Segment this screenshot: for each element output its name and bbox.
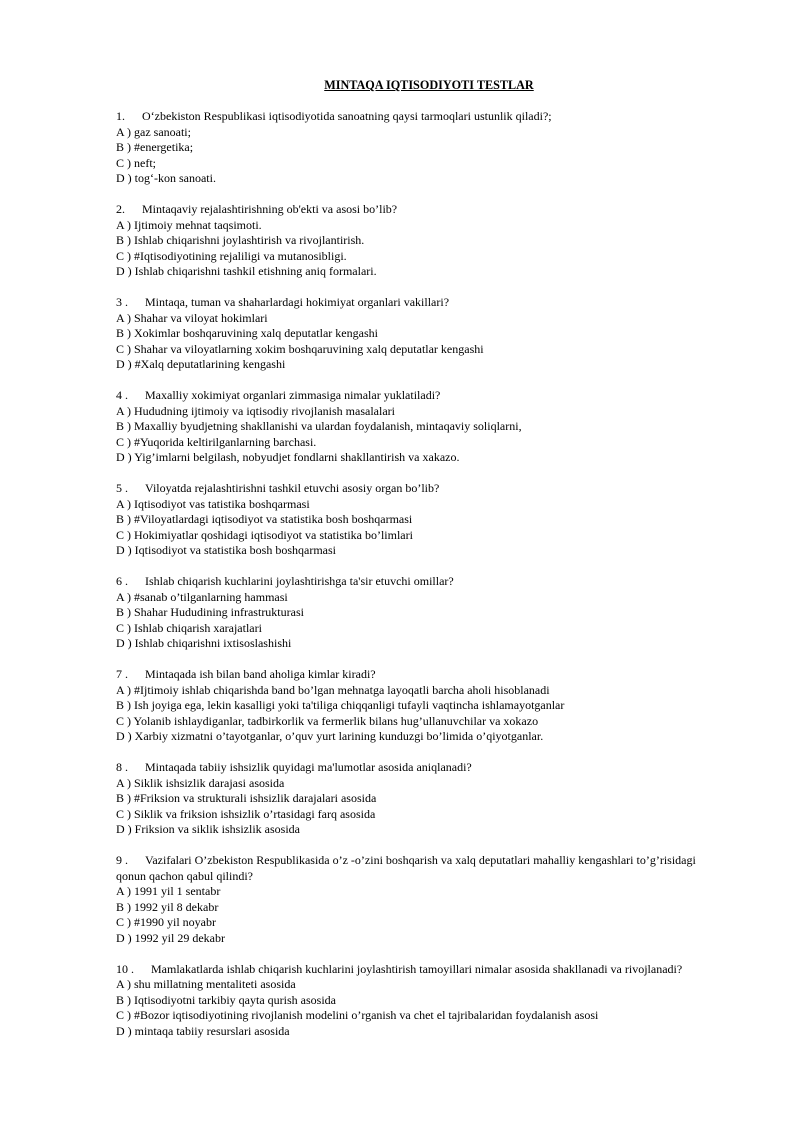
answer-option: D ) 1992 yil 29 dekabr <box>116 930 225 945</box>
answer-option: B ) Maxalliy byudjetning shakllanishi va ulardan foydalanish, mintaqaviy soliqlarni, <box>116 419 522 433</box>
answer-option: A ) Hududning ijtimoiy va iqtisodiy rivojlanish masalalari <box>116 403 395 418</box>
question-block <box>116 481 716 559</box>
answer-option: C ) #Bozor iqtisodiyotining rivojlanish modelini o’rganish va chet el tajribalaridan foydalanish asosi <box>116 1008 599 1022</box>
answer-option: D ) Friksion va siklik ishsizlik asosida <box>116 822 300 836</box>
answer-option: C ) Siklik va friksion ishsizlik o’rtasidagi farq asosida <box>116 806 376 821</box>
question-stem <box>116 202 716 218</box>
answer-option: B ) Xokimlar boshqaruvining xalq deputatlar kengashi <box>116 326 378 340</box>
answer-option: A ) Iqtisodiyot vas tatistika boshqarmasi <box>116 496 310 511</box>
answer-option: D ) #Xalq deputatlarining kengashi <box>116 357 286 371</box>
question-text: Mintaqa, tuman va shaharlardagi hokimiyat organlari vakillari? <box>145 295 450 309</box>
answer-option: C ) Yolanib ishlaydiganlar, tadbirkorlik va fermerlik bilans hug’ullanuvchilar va xokazo <box>116 713 539 728</box>
question-stem <box>116 962 716 978</box>
answer-option: B ) #energetika; <box>116 140 194 154</box>
question-block <box>116 295 716 373</box>
answer-option: C ) Shahar va viloyatlarning xokim boshqaruvining xalq deputatlar kengashi <box>116 341 484 356</box>
question-block <box>116 760 716 838</box>
question-number: 2. <box>116 202 125 216</box>
answer-option: A ) Shahar va viloyat hokimlari <box>116 310 268 325</box>
question-text: O‘zbekiston Respublikasi iqtisodiyotida sanoatning qaysi tarmoqlari ustunlik qiladi?; <box>142 109 552 123</box>
question-number: 9 . <box>116 853 128 867</box>
question-block <box>116 853 716 946</box>
question-block <box>116 962 716 1040</box>
answer-option: C ) #Yuqorida keltirilganlarning barchasi. <box>116 434 317 449</box>
answer-option: C ) neft; <box>116 155 156 170</box>
question-text: Maxalliy xokimiyat organlari zimmasiga nimalar yuklatiladi? <box>145 388 441 402</box>
answer-option: D ) Xarbiy xizmatni o’tayotganlar, o’quv yurt larining kunduzgi bo’limida o’qiyotganlar. <box>116 729 544 743</box>
question-block <box>116 202 716 280</box>
question-block <box>116 388 716 466</box>
question-number: 7 . <box>116 667 128 681</box>
answer-option: D ) Yig’imlarni belgilash, nobyudjet fondlarni shakllantirish va xakazo. <box>116 450 460 464</box>
question-stem <box>116 388 716 404</box>
answer-option: B ) Shahar Hududining infrastrukturasi <box>116 605 304 619</box>
question-stem <box>116 760 716 776</box>
answer-option: C ) #Iqtisodiyotining rejaliligi va mutanosibligi. <box>116 248 347 263</box>
answer-option: D ) Ishlab chiqarishni ixtisoslashishi <box>116 636 292 650</box>
question-text: Vazifalari O’zbekiston Respublikasida o’z -o’zini boshqarish va xalq deputatlari mahalliy kengashlari to’g’risidagi qonun qachon qabul qilindi? <box>116 853 696 883</box>
answer-option: A ) gaz sanoati; <box>116 124 191 139</box>
answer-option: B ) Ishlab chiqarishni joylashtirish va rivojlantirish. <box>116 233 365 247</box>
question-block <box>116 667 716 745</box>
question-stem <box>116 574 716 590</box>
question-number: 6 . <box>116 574 128 588</box>
question-block <box>116 574 716 652</box>
question-stem <box>116 853 716 884</box>
answer-option: A ) Siklik ishsizlik darajasi asosida <box>116 775 285 790</box>
answer-option: A ) #Ijtimoiy ishlab chiqarishda band bo’lgan mehnatga layoqatli barcha aholi hisoblanadi <box>116 682 550 697</box>
question-number: 3 . <box>116 295 128 309</box>
answer-option: D ) Iqtisodiyot va statistika bosh boshqarmasi <box>116 543 336 557</box>
answer-option: B ) Iqtisodiyotni tarkibiy qayta qurish asosida <box>116 992 336 1007</box>
answer-option: B ) #Viloyatlardagi iqtisodiyot va statistika bosh boshqarmasi <box>116 512 413 526</box>
answer-option: C ) Ishlab chiqarish xarajatlari <box>116 620 262 635</box>
document-title: MINTAQA IQTISODIYOTI TESTLAR <box>324 78 534 92</box>
question-text: Mamlakatlarda ishlab chiqarish kuchlarini joylashtirish tamoyillari nimalar asosida shakllanadi va rivojlanadi? <box>151 961 683 976</box>
question-number: 8 . <box>116 760 128 774</box>
question-text: Mintaqada ish bilan band aholiga kimlar kiradi? <box>145 667 376 681</box>
question-text: Viloyatda rejalashtirishni tashkil etuvchi asosiy organ bo’lib? <box>145 481 440 495</box>
question-list <box>116 109 716 1055</box>
question-number: 4 . <box>116 388 128 402</box>
answer-option: A ) shu millatning mentaliteti asosida <box>116 977 296 991</box>
question-stem <box>116 109 716 125</box>
question-number: 5 . <box>116 481 128 495</box>
question-text: Ishlab chiqarish kuchlarini joylashtirishga ta'sir etuvchi omillar? <box>145 574 454 588</box>
answer-option: C ) #1990 yil noyabr <box>116 915 216 929</box>
answer-option: B ) Ish joyiga ega, lekin kasalligi yoki ta'tiliga chiqqanligi tufayli vaqtincha ishlamayotganlar <box>116 698 565 712</box>
answer-option: B ) #Friksion va strukturali ishsizlik darajalari asosida <box>116 791 377 805</box>
answer-option: A ) Ijtimoiy mehnat taqsimoti. <box>116 217 262 232</box>
answer-option: D ) mintaqa tabiiy resurslari asosida <box>116 1023 290 1038</box>
answer-option: D ) Ishlab chiqarishni tashkil etishning aniq formalari. <box>116 264 377 278</box>
question-number: 10 . <box>116 961 134 976</box>
answer-option: A ) 1991 yil 1 sentabr <box>116 884 221 898</box>
question-text: Mintaqaviy rejalashtirishning ob'ekti va asosi bo’lib? <box>142 202 398 216</box>
question-stem <box>116 667 716 683</box>
question-text: Mintaqada tabiiy ishsizlik quyidagi ma'lumotlar asosida aniqlanadi? <box>145 760 472 774</box>
answer-option: A ) #sanab o’tilganlarning hammasi <box>116 589 288 604</box>
question-stem <box>116 481 716 497</box>
answer-option: B ) 1992 yil 8 dekabr <box>116 899 219 914</box>
question-block <box>116 109 716 187</box>
answer-option: D ) tog‘-kon sanoati. <box>116 171 216 185</box>
answer-option: C ) Hokimiyatlar qoshidagi iqtisodiyot va statistika bo’limlari <box>116 527 413 542</box>
question-stem <box>116 295 716 311</box>
question-number: 1. <box>116 109 125 123</box>
